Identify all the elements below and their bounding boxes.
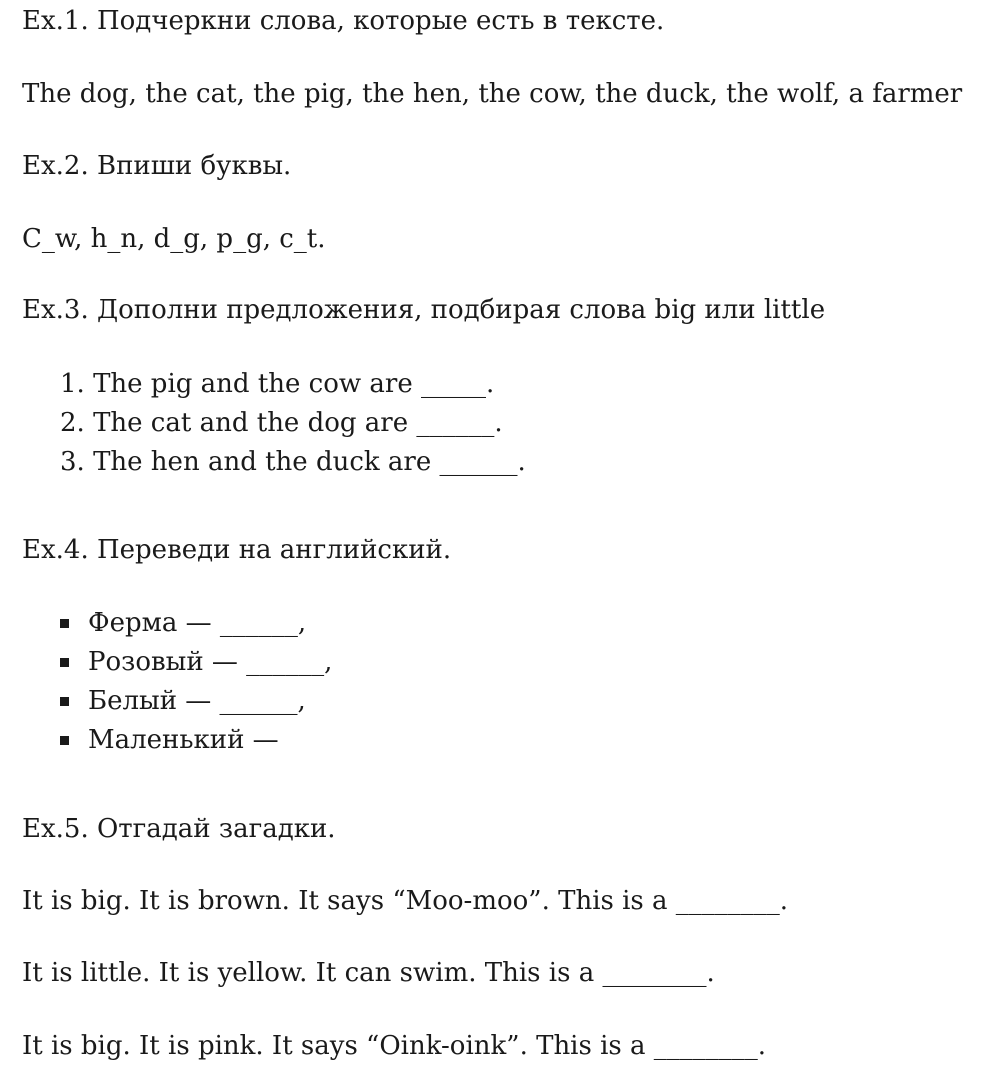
bullet-icon [60, 658, 69, 667]
bullet-icon [60, 619, 69, 628]
ex2-heading: Ex.2. Впиши буквы. [22, 151, 292, 181]
bullet-icon [60, 697, 69, 706]
ex5-riddle-1: It is big. It is brown. It says “Moo-moo”. This is a ________. [22, 886, 789, 916]
ex1-heading: Ex.1. Подчеркни слова, которые есть в тексте. [22, 6, 665, 36]
ex4-item-little: Маленький — [88, 725, 279, 755]
ex3-heading: Ex.3. Дополни предложения, подбирая слова big или little [22, 295, 826, 325]
ex5-riddle-3: It is big. It is pink. It says “Oink-oink”. This is a ________. [22, 1031, 767, 1061]
ex3-sentence-1: 1. The pig and the cow are _____. [60, 369, 495, 399]
ex5-riddle-2: It is little. It is yellow. It can swim. This is a ________. [22, 958, 715, 988]
ex4-item-pink: Розовый — ______, [88, 647, 333, 677]
ex2-letter-gaps: C_w, h_n, d_g, p_g, c_t. [22, 224, 326, 254]
ex4-item-farm: Ферма — ______, [88, 608, 307, 638]
ex3-sentence-2: 2. The cat and the dog are ______. [60, 408, 503, 438]
ex5-heading: Ex.5. Отгадай загадки. [22, 814, 336, 844]
ex4-item-white: Белый — ______, [88, 686, 306, 716]
ex1-word-list: The dog, the cat, the pig, the hen, the cow, the duck, the wolf, a farmer [22, 79, 963, 109]
bullet-icon [60, 736, 69, 745]
ex4-heading: Ex.4. Переведи на английский. [22, 535, 452, 565]
ex3-sentence-3: 3. The hen and the duck are ______. [60, 447, 526, 477]
